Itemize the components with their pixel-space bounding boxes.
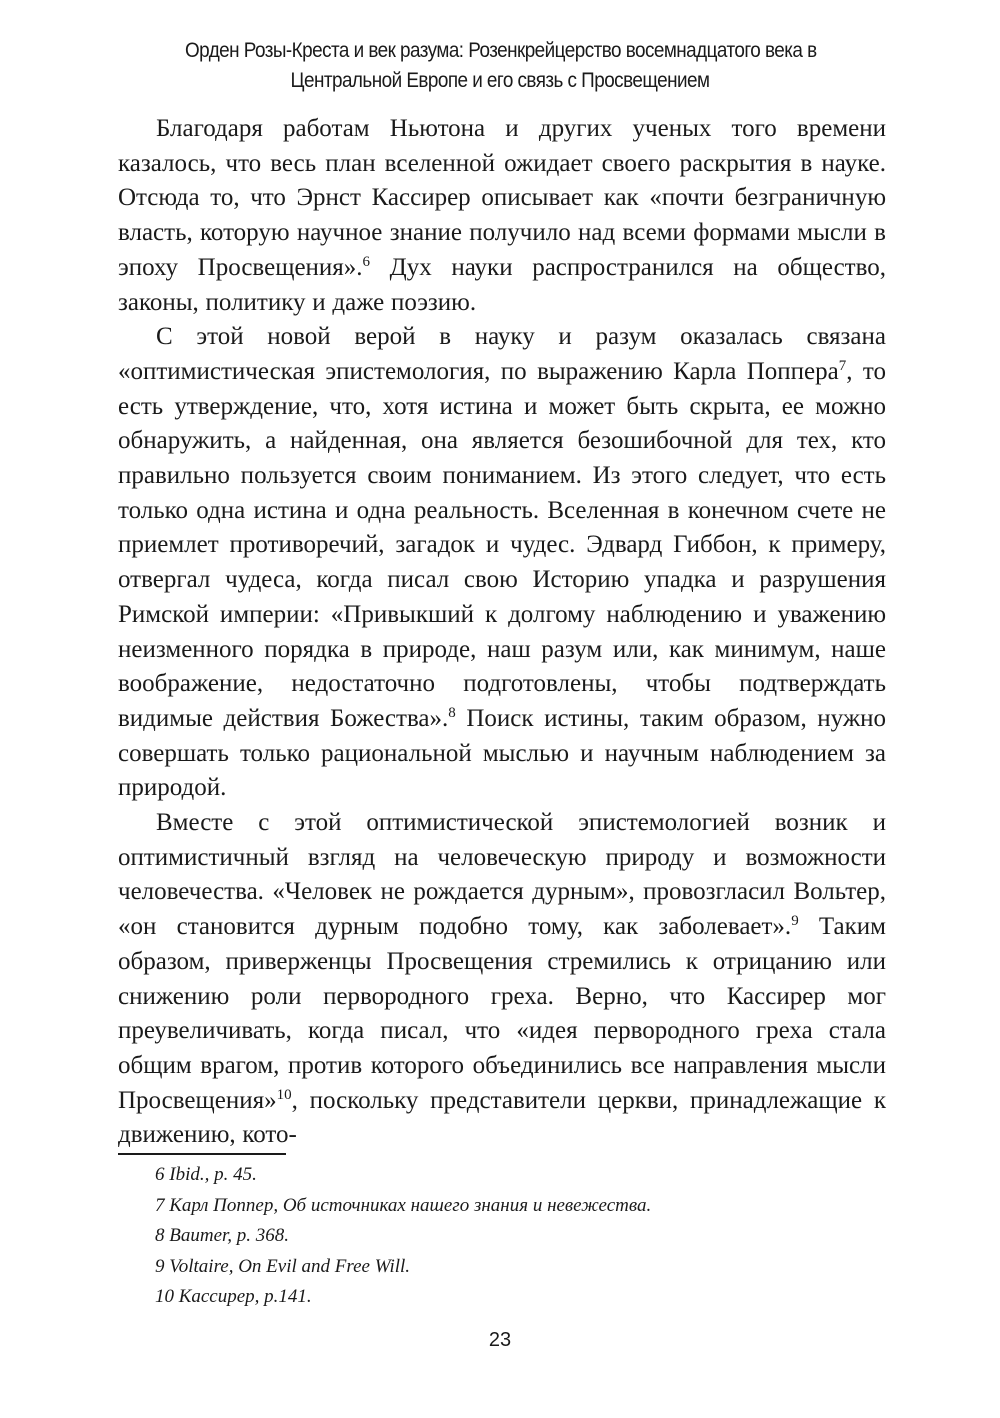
paragraph-3-text-c: , поскольку представители церкви, принадлежащие к движению, кото- xyxy=(118,1086,886,1149)
footnote-8: 8 Baumer, p. 368. xyxy=(155,1225,290,1246)
page-number: 23 xyxy=(488,1329,512,1351)
running-head xyxy=(185,36,815,96)
footnote-9: 9 Voltaire, On Evil and Free Will. xyxy=(155,1255,411,1277)
paragraph-2-text-a: С этой новой верой в науку и разум оказалась связана «оптимистическая эпистемология, по выражению Карла Поппера xyxy=(118,323,886,385)
footnote-separator xyxy=(118,1153,286,1155)
paragraph-2-text-c: Поиск истины, таким образом, нужно совершать только рациональной мыслью и научным наблюдением за природой. xyxy=(118,704,886,802)
body-text xyxy=(118,112,886,1153)
paragraph-3-text-a: Вместе с этой оптимистической эпистемологией возник и оптимистичный взгляд на человеческую природу и возможности человечества. «Человек не рождается дурным», провозгласил Вольтер, «он становится дурным подобно тому, как заболевает». xyxy=(118,809,886,941)
footnote-ref-10[interactable]: 10 xyxy=(276,1086,292,1103)
footnote-10: 10 Кассирер, p.141. xyxy=(155,1286,312,1307)
footnote-ref-8[interactable]: 8 xyxy=(448,704,456,721)
running-head-line-1: Орден Розы-Креста и век разума: Розенкрейцерство восемнадцатого века в xyxy=(185,39,817,62)
footnote-ref-9[interactable]: 9 xyxy=(791,913,799,930)
paragraph-3 xyxy=(118,806,886,1153)
paragraph-2 xyxy=(118,320,886,806)
footnote-ref-6[interactable]: 6 xyxy=(362,253,371,270)
footnote-7: 7 Карл Поппер, Об источниках нашего знания и невежества. xyxy=(155,1194,652,1216)
footnote-ref-7[interactable]: 7 xyxy=(838,357,847,374)
footnote-6: 6 Ibid., p. 45. xyxy=(155,1164,257,1185)
paragraph-1-text-b: Дух науки распространился на общество, законы, политику и даже поэзию. xyxy=(118,253,886,316)
paragraph-3-text-b: Таким образом, приверженцы Просвещения стремились к отрицанию или снижению роли первородного греха. Верно, что Кассирер мог преувеличивать, когда писал, что «идея первородного греха стала общим врагом, против которого объединились все направления мысли Просвещения» xyxy=(118,913,886,1114)
running-head-line-2: Центральной Европе и его связь с Просвещением xyxy=(290,69,710,92)
paragraph-2-text-b: , то есть утверждение, что, хотя истина и может быть скрыта, ее можно обнаружить, а найденная, она является безошибочной для тех, кто правильно пользуется своим пониманием. Из этого следует, что есть только одна истина и одна реальность. Вселенная в конечном счете не приемлет противоречий, загадок и чудес. Эдвард Гиббон, к примеру, отвергал чудеса, когда писал свою Историю упадка и разрушения Римской империи: «Привыкший к долгому наблюдению и уважению неизменного порядка в природе, наш разум или, как минимум, наше воображение, недостаточно подготовлены, чтобы подтверждать видимые действия Божества». xyxy=(118,357,886,732)
paragraph-1 xyxy=(118,112,886,320)
footnotes xyxy=(155,1160,885,1313)
paragraph-1-text-a: Благодаря работам Ньютона и других ученых того времени казалось, что весь план вселенной ожидает своего раскрытия в науке. Отсюда то, что Эрнст Кассирер описывает как «почти безграничную власть, которую научное знание получило над всеми формами мысли в эпоху Просвещения». xyxy=(118,115,886,281)
